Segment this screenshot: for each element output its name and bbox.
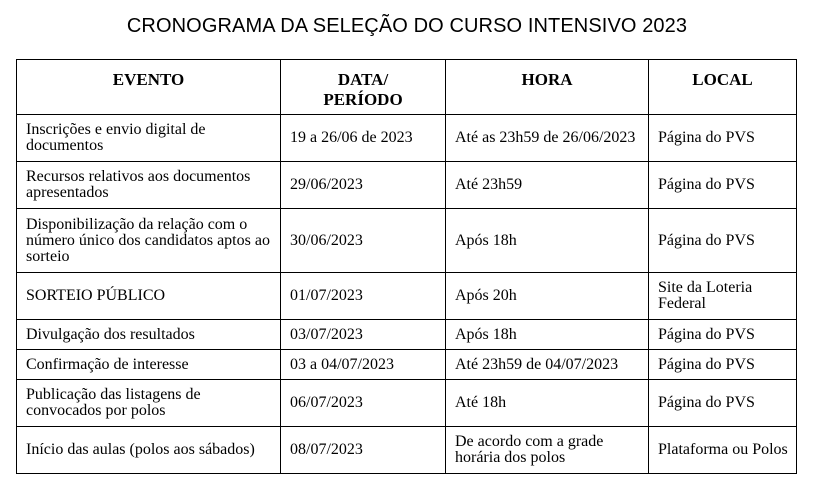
cell-local: Plataforma ou Polos bbox=[649, 427, 797, 474]
cell-evento: Divulgação dos resultados bbox=[17, 320, 281, 350]
page-title: CRONOGRAMA DA SELEÇÃO DO CURSO INTENSIVO 2023 bbox=[126, 15, 688, 37]
table-row bbox=[17, 273, 797, 320]
cell-hora: Após 20h bbox=[446, 273, 649, 320]
cell-evento: Publicação das listagens de convocados por polos bbox=[17, 380, 281, 427]
cell-local: Site da Loteria Federal bbox=[649, 273, 797, 320]
cell-local: Página do PVS bbox=[649, 209, 797, 273]
schedule-table bbox=[16, 59, 797, 474]
cell-evento: Confirmação de interesse bbox=[17, 350, 281, 380]
cell-hora: De acordo com a grade horária dos polos bbox=[446, 427, 649, 474]
cell-local: Página do PVS bbox=[649, 350, 797, 380]
cell-hora: Até 23h59 de 04/07/2023 bbox=[446, 350, 649, 380]
cell-local: Página do PVS bbox=[649, 320, 797, 350]
header-hora: HORA bbox=[446, 60, 649, 115]
cell-evento: Início das aulas (polos aos sábados) bbox=[17, 427, 281, 474]
header-data-line2: PERÍODO bbox=[323, 90, 403, 109]
cell-hora: Até 18h bbox=[446, 380, 649, 427]
cell-data: 06/07/2023 bbox=[281, 380, 446, 427]
table-header-row bbox=[17, 60, 797, 115]
table-row bbox=[17, 427, 797, 474]
cell-data: 03 a 04/07/2023 bbox=[281, 350, 446, 380]
cell-data: 03/07/2023 bbox=[281, 320, 446, 350]
cell-hora: Após 18h bbox=[446, 320, 649, 350]
header-data bbox=[281, 60, 446, 115]
table-row bbox=[17, 380, 797, 427]
cell-hora: Até as 23h59 de 26/06/2023 bbox=[446, 115, 649, 162]
table-row bbox=[17, 350, 797, 380]
cell-data: 29/06/2023 bbox=[281, 162, 446, 209]
cell-evento: SORTEIO PÚBLICO bbox=[17, 273, 281, 320]
table-row bbox=[17, 162, 797, 209]
cell-local: Página do PVS bbox=[649, 115, 797, 162]
cell-evento: Disponibilização da relação com o número único dos candidatos aptos ao sorteio bbox=[17, 209, 281, 273]
cell-hora: Após 18h bbox=[446, 209, 649, 273]
cell-evento: Inscrições e envio digital de documentos bbox=[17, 115, 281, 162]
cell-hora: Até 23h59 bbox=[446, 162, 649, 209]
cell-local: Página do PVS bbox=[649, 380, 797, 427]
cell-evento: Recursos relativos aos documentos apresentados bbox=[17, 162, 281, 209]
header-evento: EVENTO bbox=[17, 60, 281, 115]
header-data-line1: DATA/ bbox=[337, 70, 389, 89]
table-row bbox=[17, 320, 797, 350]
cell-data: 19 a 26/06 de 2023 bbox=[281, 115, 446, 162]
cell-local: Página do PVS bbox=[649, 162, 797, 209]
table-row bbox=[17, 115, 797, 162]
header-local: LOCAL bbox=[649, 60, 797, 115]
cell-data: 08/07/2023 bbox=[281, 427, 446, 474]
cell-data: 01/07/2023 bbox=[281, 273, 446, 320]
table-row bbox=[17, 209, 797, 273]
cell-data: 30/06/2023 bbox=[281, 209, 446, 273]
